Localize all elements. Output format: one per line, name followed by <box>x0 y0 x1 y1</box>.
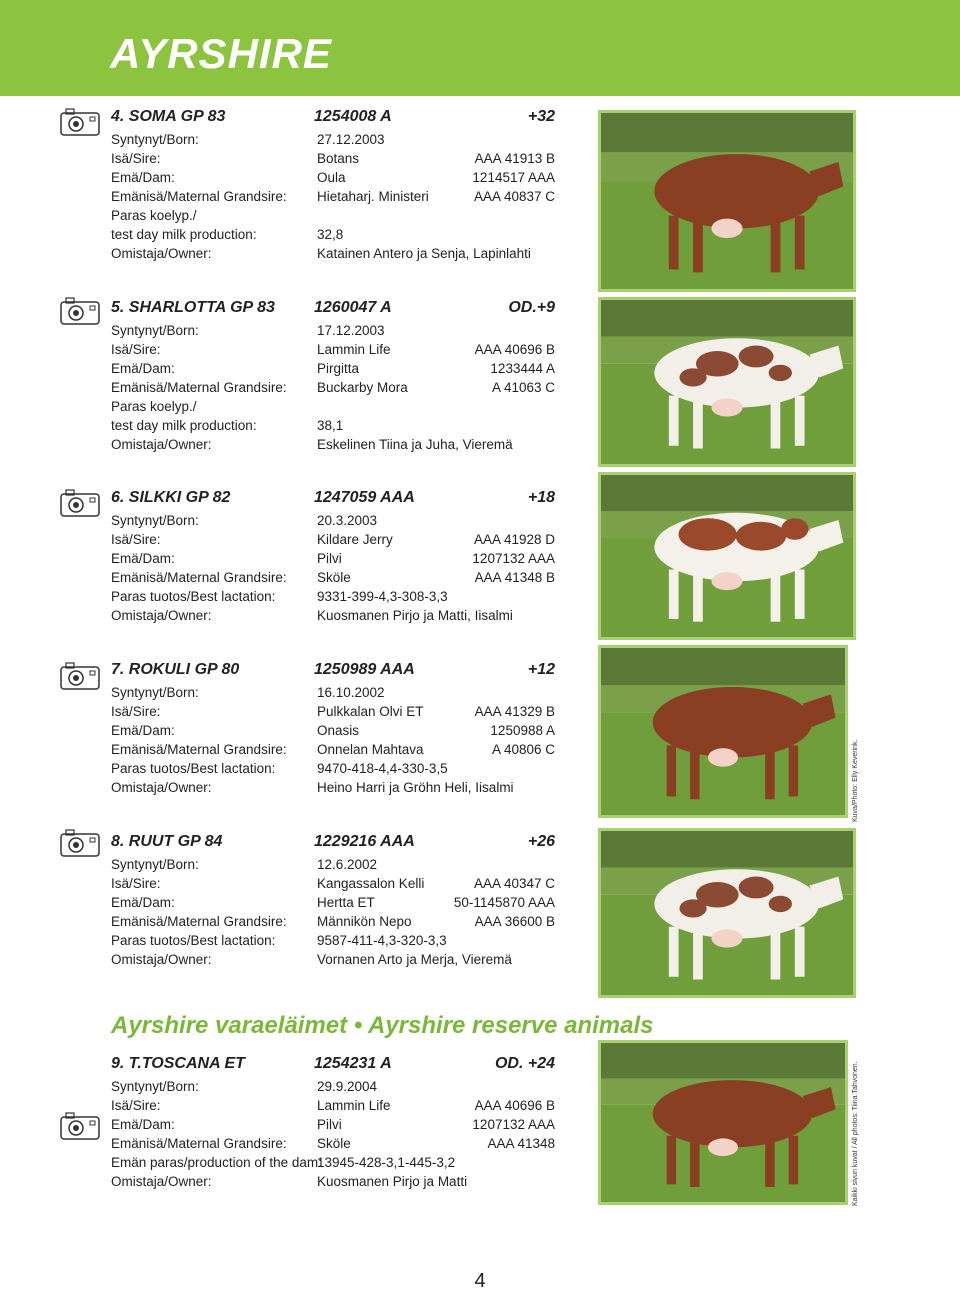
row-label: Paras koelyp./ <box>111 399 197 414</box>
row-value: Lammin Life <box>317 1098 391 1113</box>
info-row <box>111 568 555 587</box>
row-value: Kuosmanen Pirjo ja Matti <box>317 1174 468 1189</box>
info-row <box>111 549 555 568</box>
info-row <box>111 1172 555 1191</box>
row-label: Syntynyt/Born: <box>111 132 199 147</box>
info-row <box>111 168 555 187</box>
cow-photo-toscana <box>598 1040 848 1205</box>
row-value: Vornanen Arto ja Merja, Vieremä <box>317 952 512 967</box>
row-label: Emänisä/Maternal Grandsire: <box>111 380 287 395</box>
info-row <box>111 950 555 969</box>
page-title: AYRSHIRE <box>110 30 332 77</box>
row-code: AAA 36600 B <box>474 914 555 929</box>
reserve-section-title: Ayrshire varaeläimet • Ayrshire reserve animals <box>111 1012 654 1039</box>
row-value: Pilvi <box>317 1117 342 1132</box>
info-row <box>111 321 555 340</box>
row-code: A 41063 C <box>491 380 555 395</box>
row-value: Oula <box>317 170 346 185</box>
row-value: Heino Harri ja Gröhn Heli, Iisalmi <box>317 780 514 795</box>
row-value: 9331-399-4,3-308-3,3 <box>317 589 448 604</box>
row-value: 16.10.2002 <box>317 685 385 700</box>
row-value: 9470-418-4,4-330-3,5 <box>317 761 448 776</box>
row-value: Onasis <box>317 723 360 738</box>
row-label: Emänisä/Maternal Grandsire: <box>111 914 287 929</box>
row-label: Paras koelyp./ <box>111 208 197 223</box>
registration-number: 1229216 AAA <box>314 833 415 850</box>
row-value: 17.12.2003 <box>317 323 385 338</box>
header-banner <box>0 0 960 96</box>
row-label: Syntynyt/Born: <box>111 323 199 338</box>
info-row <box>111 1115 555 1134</box>
entry-header <box>111 299 555 321</box>
row-label: Omistaja/Owner: <box>111 608 212 623</box>
row-label: test day milk production: <box>111 418 257 433</box>
row-label: Isä/Sire: <box>111 532 161 547</box>
animal-name: 5. SHARLOTTA GP 83 <box>111 299 275 316</box>
registration-number: 1260047 A <box>314 299 392 316</box>
row-value: Lammin Life <box>317 342 391 357</box>
entry-info <box>111 661 555 797</box>
entry-info <box>111 299 555 454</box>
page-number: 4 <box>474 1270 486 1292</box>
info-row <box>111 206 555 225</box>
info-row <box>111 606 555 625</box>
info-row <box>111 530 555 549</box>
camera-icon <box>60 489 100 517</box>
info-row <box>111 778 555 797</box>
photo-credit-rokuli: Kuva/Photo: Elly Keverink. <box>852 739 859 822</box>
row-value: 13945-428-3,1-445-3,2 <box>317 1155 456 1170</box>
row-label: Omistaja/Owner: <box>111 952 212 967</box>
info-row <box>111 893 555 912</box>
score: +12 <box>527 661 555 678</box>
row-label: Syntynyt/Born: <box>111 1079 199 1094</box>
info-row <box>111 874 555 893</box>
row-label: Emä/Dam: <box>111 895 175 910</box>
camera-icon <box>60 297 100 325</box>
row-value: Botans <box>317 151 360 166</box>
entry-info <box>111 833 555 969</box>
cow-photo-silkki <box>598 472 856 640</box>
entry-header <box>111 108 555 130</box>
row-label: Isä/Sire: <box>111 876 161 891</box>
camera-icon <box>60 829 100 857</box>
animal-name: 9. T.TOSCANA ET <box>111 1055 245 1072</box>
row-code: A 40806 C <box>491 742 555 757</box>
entry-info <box>111 1055 555 1191</box>
row-code: 1207132 AAA <box>472 551 555 566</box>
row-value: Pilvi <box>317 551 342 566</box>
row-value: Katainen Antero ja Senja, Lapinlahti <box>317 246 531 261</box>
info-row <box>111 1077 555 1096</box>
info-row <box>111 740 555 759</box>
row-label: Emänisä/Maternal Grandsire: <box>111 189 287 204</box>
entry-header <box>111 661 555 683</box>
row-code: AAA 41348 <box>487 1136 555 1151</box>
row-label: test day milk production: <box>111 227 257 242</box>
info-row <box>111 130 555 149</box>
row-value: Kangassalon Kelli <box>317 876 425 891</box>
entry-info <box>111 489 555 625</box>
info-row <box>111 511 555 530</box>
row-value: Kildare Jerry <box>317 532 393 547</box>
camera-icon <box>60 1112 100 1140</box>
info-row <box>111 416 555 435</box>
row-value: 32,8 <box>317 227 344 242</box>
animal-name: 4. SOMA GP 83 <box>111 108 226 125</box>
row-code: 1233444 A <box>490 361 555 376</box>
row-label: Paras tuotos/Best lactation: <box>111 761 276 776</box>
info-row <box>111 187 555 206</box>
row-label: Emänisä/Maternal Grandsire: <box>111 742 287 757</box>
row-label: Emä/Dam: <box>111 723 175 738</box>
row-code: AAA 40347 C <box>473 876 555 891</box>
animal-name: 8. RUUT GP 84 <box>111 833 223 850</box>
info-row <box>111 397 555 416</box>
row-label: Emän paras/production of the dam: <box>111 1155 322 1170</box>
info-row <box>111 702 555 721</box>
row-label: Emänisä/Maternal Grandsire: <box>111 570 287 585</box>
row-code: 50-1145870 AAA <box>453 895 555 910</box>
row-value: Hertta ET <box>317 895 375 910</box>
row-label: Emä/Dam: <box>111 361 175 376</box>
row-label: Isä/Sire: <box>111 704 161 719</box>
entry-info <box>111 108 555 263</box>
info-row <box>111 244 555 263</box>
row-value: 38,1 <box>317 418 344 433</box>
row-value: Männikön Nepo <box>317 914 412 929</box>
row-value: Hietaharj. Ministeri <box>317 189 429 204</box>
row-value: Pirgitta <box>317 361 360 376</box>
row-label: Paras tuotos/Best lactation: <box>111 933 276 948</box>
row-label: Omistaja/Owner: <box>111 246 212 261</box>
registration-number: 1254008 A <box>314 108 392 125</box>
score: +32 <box>527 108 555 125</box>
row-code: 1207132 AAA <box>472 1117 555 1132</box>
row-label: Emänisä/Maternal Grandsire: <box>111 1136 287 1151</box>
info-row <box>111 931 555 950</box>
row-value: Eskelinen Tiina ja Juha, Vieremä <box>317 437 513 452</box>
row-label: Isä/Sire: <box>111 1098 161 1113</box>
camera-icon <box>60 108 100 136</box>
info-row <box>111 912 555 931</box>
animal-name: 7. ROKULI GP 80 <box>111 661 240 678</box>
row-code: 1250988 A <box>490 723 555 738</box>
photo-credit-all: Kaikki sivun kuvat / All photos: Tiina Tahvonen. <box>852 1061 859 1206</box>
info-row <box>111 378 555 397</box>
info-row <box>111 435 555 454</box>
row-value: 27.12.2003 <box>317 132 385 147</box>
info-row <box>111 1096 555 1115</box>
info-row <box>111 149 555 168</box>
info-row <box>111 359 555 378</box>
row-code: AAA 40696 B <box>474 1098 555 1113</box>
cow-photo-sharlotta <box>598 297 856 467</box>
row-label: Emä/Dam: <box>111 1117 175 1132</box>
row-value: Sköle <box>317 570 351 585</box>
row-label: Omistaja/Owner: <box>111 437 212 452</box>
row-code: AAA 41913 B <box>474 151 555 166</box>
info-row <box>111 855 555 874</box>
entry-header <box>111 489 555 511</box>
entry-header <box>111 833 555 855</box>
row-value: 12.6.2002 <box>317 857 378 872</box>
score: OD. +24 <box>494 1055 555 1072</box>
score: +26 <box>527 833 555 850</box>
row-label: Emä/Dam: <box>111 551 175 566</box>
cow-photo-soma <box>598 110 856 292</box>
row-code: AAA 41329 B <box>474 704 555 719</box>
row-label: Omistaja/Owner: <box>111 1174 212 1189</box>
info-row <box>111 721 555 740</box>
row-code: AAA 40696 B <box>474 342 555 357</box>
row-value: 9587-411-4,3-320-3,3 <box>317 933 447 948</box>
row-code: AAA 41928 D <box>473 532 555 547</box>
row-label: Isä/Sire: <box>111 151 161 166</box>
row-label: Syntynyt/Born: <box>111 513 199 528</box>
row-value: Onnelan Mahtava <box>317 742 424 757</box>
animal-name: 6. SILKKI GP 82 <box>111 489 231 506</box>
row-value: Sköle <box>317 1136 351 1151</box>
row-value: Pulkkalan Olvi ET <box>317 704 424 719</box>
info-row <box>111 1134 555 1153</box>
info-row <box>111 587 555 606</box>
info-row <box>111 225 555 244</box>
entry-header <box>111 1055 555 1077</box>
info-row <box>111 340 555 359</box>
registration-number: 1250989 AAA <box>314 661 415 678</box>
row-value: Kuosmanen Pirjo ja Matti, Iisalmi <box>317 608 513 623</box>
row-value: 29.9.2004 <box>317 1079 378 1094</box>
row-value: Buckarby Mora <box>317 380 408 395</box>
info-row <box>111 759 555 778</box>
row-label: Omistaja/Owner: <box>111 780 212 795</box>
row-label: Emä/Dam: <box>111 170 175 185</box>
registration-number: 1247059 AAA <box>314 489 415 506</box>
cow-photo-rokuli <box>598 645 848 818</box>
row-label: Paras tuotos/Best lactation: <box>111 589 276 604</box>
score: +18 <box>527 489 555 506</box>
row-label: Isä/Sire: <box>111 342 161 357</box>
row-code: AAA 40837 C <box>473 189 555 204</box>
camera-icon <box>60 662 100 690</box>
info-row <box>111 1153 555 1172</box>
row-label: Syntynyt/Born: <box>111 857 199 872</box>
row-code: AAA 41348 B <box>474 570 555 585</box>
row-label: Syntynyt/Born: <box>111 685 199 700</box>
cow-photo-ruut <box>598 828 856 998</box>
info-row <box>111 683 555 702</box>
row-code: 1214517 AAA <box>472 170 555 185</box>
score: OD.+9 <box>508 299 555 316</box>
row-value: 20.3.2003 <box>317 513 378 528</box>
registration-number: 1254231 A <box>314 1055 392 1072</box>
